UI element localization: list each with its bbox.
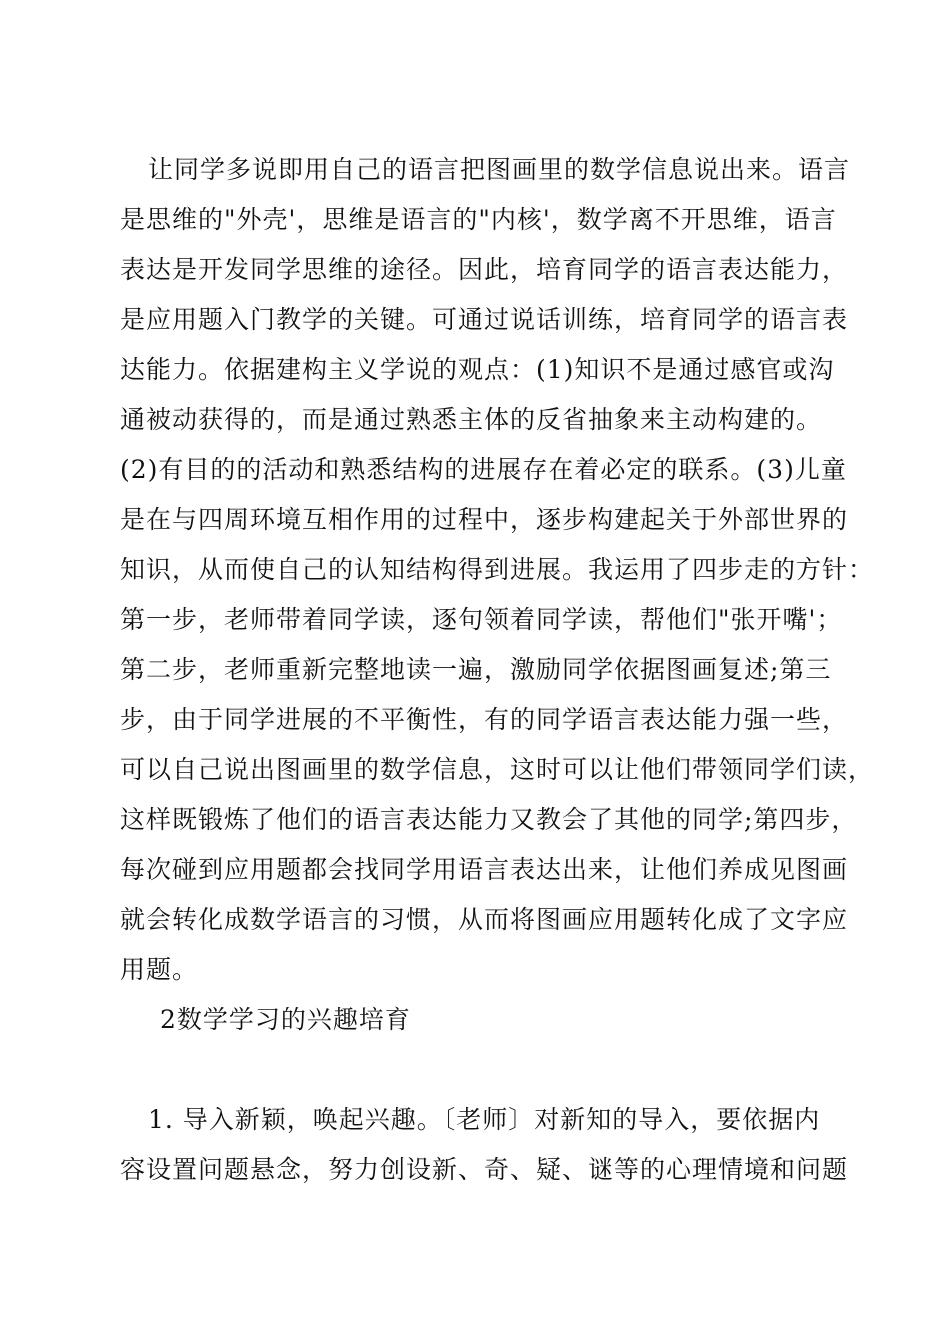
section-heading: 2数学学习的兴趣培育 <box>160 1005 411 1034</box>
paragraph-1-line-1: 让同学多说即用自己的语言把图画里的数学信息说出来。语言 <box>148 155 851 184</box>
paragraph-1-line-8: 是在与四周环境互相作用的过程中，逐步构建起关于外部世界的 <box>120 505 849 534</box>
paragraph-1-line-15: 每次碰到应用题都会找同学用语言表达出来，让他们养成见图画 <box>120 855 849 884</box>
paragraph-1-line-2: 是思维的"外壳'，思维是语言的"内核'，数学离不开思维，语言 <box>120 205 837 234</box>
paragraph-1-line-7: (2)有目的的活动和熟悉结构的进展存在着必定的联系。(3)儿童 <box>120 455 847 484</box>
paragraph-1-line-11: 第二步，老师重新完整地读一遍，激励同学依据图画复述;第三 <box>120 655 832 684</box>
paragraph-1-line-10: 第一步，老师带着同学读，逐句领着同学读，帮他们"张开嘴'； <box>120 605 843 634</box>
paragraph-1-line-9: 知识，从而使自己的认知结构得到进展。我运用了四步走的方针： <box>120 555 875 584</box>
paragraph-1-line-13: 可以自己说出图画里的数学信息，这时可以让他们带领同学们读， <box>120 755 875 784</box>
paragraph-1-line-6: 通被动获得的，而是通过熟悉主体的反省抽象来主动构建的。 <box>120 405 823 434</box>
paragraph-2-line-1: 1. 导入新颖，唤起兴趣。〔老师〕对新知的导入，要依据内 <box>148 1105 821 1134</box>
paragraph-1-line-17: 用题。 <box>120 955 199 984</box>
paragraph-2-line-2: 容设置问题悬念，努力创设新、奇、疑、谜等的心理情境和问题 <box>120 1155 849 1184</box>
paragraph-1-line-14: 这样既锻炼了他们的语言表达能力又教会了其他的同学;第四步， <box>120 805 858 834</box>
paragraph-1-line-3: 表达是开发同学思维的途径。因此，培育同学的语言表达能力， <box>120 255 849 284</box>
paragraph-1-line-16: 就会转化成数学语言的习惯，从而将图画应用题转化成了文字应 <box>120 905 849 934</box>
paragraph-1-line-4: 是应用题入门教学的关键。可通过说话训练，培育同学的语言表 <box>120 305 849 334</box>
paragraph-1-line-5: 达能力。依据建构主义学说的观点：(1)知识不是通过感官或沟 <box>120 355 835 384</box>
paragraph-1-line-12: 步，由于同学进展的不平衡性，有的同学语言表达能力强一些， <box>120 705 849 734</box>
